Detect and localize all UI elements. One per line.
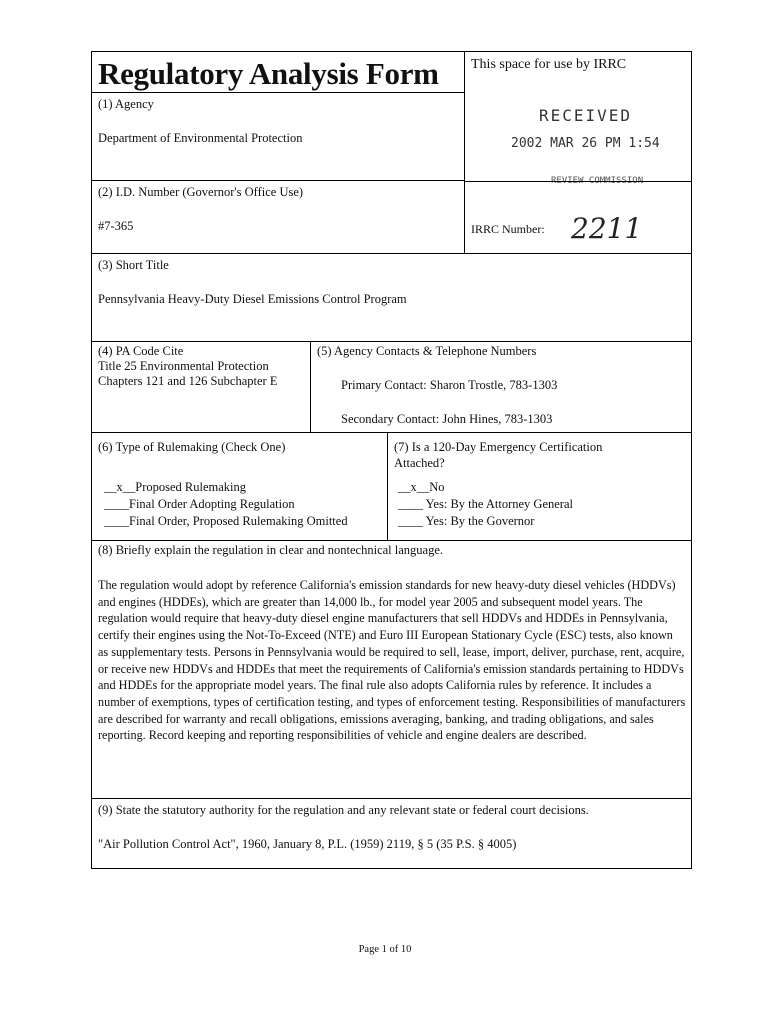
irrc-space-label: This space for use by IRRC bbox=[471, 57, 627, 72]
contacts-cell bbox=[311, 342, 691, 433]
emergency-option-no: __x__No bbox=[398, 480, 445, 494]
rulemaking-option-final-order: ____Final Order Adopting Regulation bbox=[104, 497, 295, 511]
irrc-bottom-line bbox=[465, 181, 691, 254]
rulemaking-label: (6) Type of Rulemaking (Check One) bbox=[98, 440, 286, 454]
agency-label: (1) Agency bbox=[98, 97, 154, 111]
page-number: Page 1 of 10 bbox=[358, 944, 412, 955]
pa-code-label: (4) PA Code Cite bbox=[98, 344, 184, 358]
pa-code-cell bbox=[92, 342, 311, 433]
authority-label: (9) State the statutory authority for the regulation and any relevant state or federal court decisions. bbox=[98, 803, 589, 817]
secondary-contact: Secondary Contact: John Hines, 783-1303 bbox=[341, 412, 553, 426]
explain-label: (8) Briefly explain the regulation in clear and nontechnical language. bbox=[98, 543, 444, 557]
rulemaking-option-proposed: __x__Proposed Rulemaking bbox=[104, 480, 247, 494]
received-stamp: RECEIVED bbox=[539, 106, 633, 125]
id-number-cell bbox=[92, 181, 465, 254]
authority-text: "Air Pollution Control Act", 1960, January 8, P.L. (1959) 2119, § 5 (35 P.S. § 4005) bbox=[98, 837, 517, 851]
agency-cell bbox=[92, 93, 465, 181]
primary-contact: Primary Contact: Sharon Trostle, 783-1303 bbox=[341, 378, 558, 392]
title-cell bbox=[92, 52, 465, 93]
short-title-cell bbox=[92, 254, 691, 342]
emergency-cell bbox=[388, 433, 691, 541]
id-number-value: #7-365 bbox=[98, 219, 134, 233]
emergency-label-line1: (7) Is a 120-Day Emergency Certification bbox=[394, 440, 603, 454]
form-title: Regulatory Analysis Form bbox=[98, 56, 439, 91]
contacts-label: (5) Agency Contacts & Telephone Numbers bbox=[317, 344, 537, 358]
short-title-value: Pennsylvania Heavy-Duty Diesel Emissions Control Program bbox=[98, 292, 407, 306]
id-number-label: (2) I.D. Number (Governor's Office Use) bbox=[98, 185, 304, 199]
explain-text: The regulation would adopt by reference California's emission standards for new heavy-duty diesel vehicles (HDDVs) and engines (HDDEs), which are greater than 14,000 lb., for model year 2005 and subsequent model years. The regulation would require that heavy-duty diesel engine manufacturers that sell HDDVs and HDDEs in Pennsylvania, certify their engines using the Not-To-Exceed (NTE) and Euro III European Stationary Cycle (ESC) tests, also known as supplementary tests. Persons in Pennsylvania would be required to sell, lease, import, deliver, purchase, rent, acquire, or receive new HDDVs and HDDEs that meet the requirements of California's emission standards pertaining to HDDVs and HDDEs for the appropriate model years. The final rule also adopts California rules by reference. It includes a number of exemptions, types of certification testing, and types of enforcement testing. Responsibilities of manufacturers are described for warranty and recall obligations, emissions averaging, banking, and trading obligations, and sales reporting. Record keeping and reporting responsibilities of vehicle and engine dealers are described. bbox=[98, 578, 686, 743]
regulatory-analysis-form bbox=[91, 51, 692, 869]
emergency-label-line2: Attached? bbox=[394, 456, 445, 470]
emergency-option-attorney-general: ____ Yes: By the Attorney General bbox=[398, 497, 573, 511]
short-title-label: (3) Short Title bbox=[98, 258, 169, 272]
authority-cell bbox=[92, 799, 691, 868]
rulemaking-option-final-omitted: ____Final Order, Proposed Rulemaking Omitted bbox=[104, 514, 348, 528]
pa-code-line2: Chapters 121 and 126 Subchapter E bbox=[98, 374, 278, 388]
agency-value: Department of Environmental Protection bbox=[98, 131, 303, 145]
rulemaking-cell bbox=[92, 433, 388, 541]
explain-cell bbox=[92, 541, 691, 799]
received-datetime: 2002 MAR 26 PM 1:54 bbox=[511, 136, 660, 151]
irrc-number-value: 2211 bbox=[571, 212, 643, 245]
emergency-option-governor: ____ Yes: By the Governor bbox=[398, 514, 535, 528]
irrc-number-label: IRRC Number: bbox=[471, 222, 545, 236]
review-commission: REVIEW COMMISSION bbox=[551, 176, 644, 186]
pa-code-line1: Title 25 Environmental Protection bbox=[98, 359, 269, 373]
